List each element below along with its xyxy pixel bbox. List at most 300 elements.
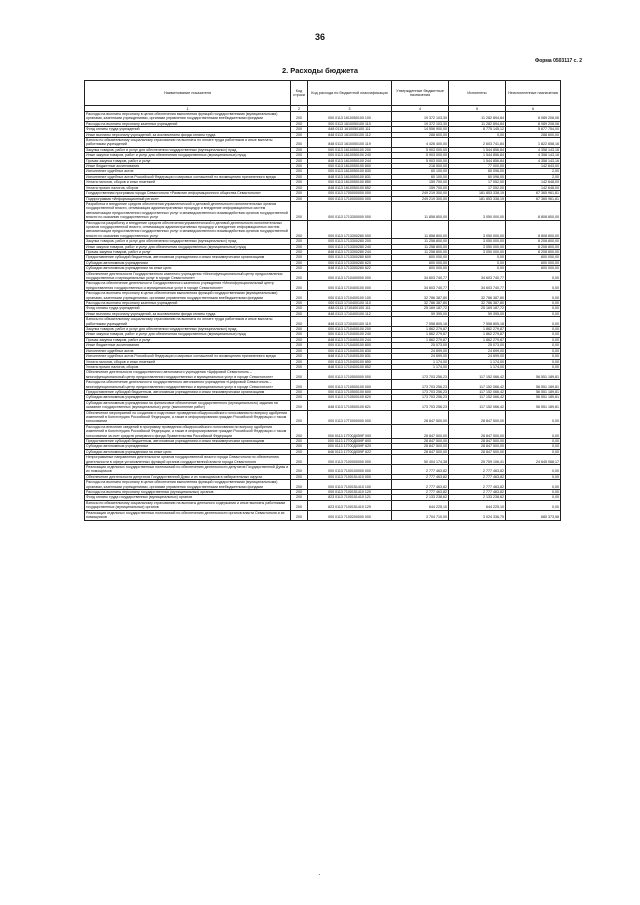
cell-line-code: 200	[291, 444, 308, 449]
cell-indicator-name: Уплата налогов, сборов и иных платежей	[85, 180, 291, 185]
column-number: 2	[291, 106, 308, 112]
cell-expense-code: 000 0113 1713300280 000	[308, 220, 392, 239]
cell-expense-code: 000 0113 1710400100 100	[308, 291, 392, 301]
cell-expense-code: 848 0113 1710400100 244	[308, 337, 392, 342]
cell-unexecuted: 56 551 189,81	[506, 395, 561, 400]
cell-indicator-name: Взносы по обязательному социальному страхованию на выплаты по оплате труда работников и иные выплаты работникам учреждений	[85, 138, 291, 148]
cell-line-code: 200	[291, 121, 308, 126]
cell-indicator-name: Разработка и внедрение средств обеспечения управленческой и деловой деятельности исполнительных органов государственной власти, оптимизация административных процедур и внедрение информационных систем автоматизации предоставления государственных услуг и межведомственного взаимодействия органов государственной власти по оказанию государственных услуг	[85, 201, 291, 220]
cell-unexecuted: 56 551 189,81	[506, 400, 561, 410]
cell-unexecuted: 0,00	[506, 348, 561, 353]
cell-indicator-name: Исполнение судебных актов Российской Федерации и мировых соглашений по возмещению причиненного вреда	[85, 174, 291, 179]
cell-indicator-name: Обеспечение деятельности депутатов Государственной Думы и их помощников в избирательных округах	[85, 474, 291, 479]
cell-unexecuted: 0,00	[506, 480, 561, 490]
cell-indicator-name: Фонд оплаты труда учреждений	[85, 127, 291, 132]
cell-executed: 1 862 279,87	[449, 337, 506, 342]
cell-indicator-name: Непрограммные направления деятельности органов государственной власти города Севастополя по обеспечению деятельности в сфере установленных функций органов государственной власти города Севастополя	[85, 455, 291, 465]
cell-unexecuted: 67 365 961,81	[506, 191, 561, 196]
cell-line-code: 200	[291, 191, 308, 196]
cell-line-code: 200	[291, 370, 308, 380]
cell-unexecuted: 0,00	[506, 317, 561, 327]
cell-line-code: 200	[291, 266, 308, 271]
cell-unexecuted: 600 000,00	[506, 260, 561, 265]
table-row	[85, 410, 561, 424]
cell-expense-code: 848 0113 1713300280 622	[308, 266, 392, 271]
cell-line-code: 200	[291, 311, 308, 316]
cell-unexecuted: 680 373,58	[506, 510, 561, 520]
cell-line-code: 200	[291, 400, 308, 410]
cell-approved: 2 777 463,82	[392, 474, 449, 479]
cell-line-code: 200	[291, 465, 308, 475]
cell-line-code: 200	[291, 164, 308, 169]
cell-approved: 173 703 256,23	[392, 370, 449, 380]
cell-line-code: 200	[291, 169, 308, 174]
cell-approved: 288 600,00	[392, 132, 449, 137]
cell-approved: 2 777 463,82	[392, 465, 449, 475]
cell-expense-code: 000 0113 1713300000 000	[308, 201, 392, 220]
table-row	[85, 455, 561, 465]
cell-unexecuted: 0,00	[506, 500, 561, 510]
table-header-row	[85, 81, 561, 106]
cell-expense-code: 000 0113 1710000000 000	[308, 196, 392, 201]
cell-unexecuted: 1 822 658,16	[506, 138, 561, 148]
cell-line-code: 200	[291, 153, 308, 158]
cell-expense-code: 000 0113 1700000000 000	[308, 191, 392, 196]
cell-approved: 159 700,00	[392, 180, 449, 185]
cell-expense-code: 823 0113 7100151410 121	[308, 495, 392, 500]
cell-approved: 7 558 805,18	[392, 317, 449, 327]
cell-expense-code: 848 0113 1610050100 111	[308, 127, 392, 132]
table-row	[85, 201, 561, 220]
cell-indicator-name: Иные выплаты персоналу учреждений, за исключением фонда оплаты труда	[85, 132, 291, 137]
header-line-code: Код строки	[291, 81, 308, 106]
cell-expense-code: 000 0113 7100151410 100	[308, 480, 392, 490]
cell-unexecuted: 0,00	[506, 495, 561, 500]
cell-indicator-name: Прочая закупка товаров, работ и услуг	[85, 249, 291, 254]
cell-indicator-name: Расходы на выплаты персоналу казенных учреждений	[85, 121, 291, 126]
cell-indicator-name: Прочая закупка товаров, работ и услуг	[85, 337, 291, 342]
cell-unexecuted: 8 089 208,06	[506, 121, 561, 126]
cell-executed: 0,00	[449, 266, 506, 271]
cell-approved: 249 219 300,00	[392, 196, 449, 201]
cell-unexecuted: 0,00	[506, 424, 561, 438]
budget-expenses-table	[84, 80, 561, 521]
cell-line-code: 200	[291, 327, 308, 332]
cell-approved: 25 073,00	[392, 343, 449, 348]
cell-indicator-name: Расходы на обеспечение деятельности государственного автономного учреждения «Цифровой Севастополь – многофункциональный центр предоставления государственных и муниципальных услуг в городе Севастополе»	[85, 380, 291, 390]
cell-line-code: 200	[291, 281, 308, 291]
cell-unexecuted: 56 551 189,81	[506, 389, 561, 394]
cell-line-code: 200	[291, 180, 308, 185]
cell-expense-code: 000 0113 1713300280 240	[308, 244, 392, 249]
cell-line-code: 200	[291, 239, 308, 244]
cell-expense-code: 000 0113 7100200000 000	[308, 510, 392, 520]
cell-unexecuted: 0,00	[506, 327, 561, 332]
cell-executed: 7 558 805,18	[449, 317, 506, 327]
cell-unexecuted: 0,00	[506, 474, 561, 479]
cell-line-code: 200	[291, 510, 308, 520]
cell-expense-code: 000 0113 1710400100 850	[308, 359, 392, 364]
cell-approved: 34 603 740,77	[392, 281, 449, 291]
cell-approved: 173 703 256,23	[392, 400, 449, 410]
cell-expense-code: 848 0113 1610050100 831	[308, 174, 392, 179]
cell-expense-code: 000 0113 1610050100 100	[308, 112, 392, 122]
cell-executed: 1 544 856,84	[449, 147, 506, 152]
cell-indicator-name: Закупка товаров, работ и услуг для обеспечения государственных (муниципальных) нужд	[85, 327, 291, 332]
cell-executed: 60 096,00	[449, 174, 506, 179]
cell-executed: 60 096,00	[449, 169, 506, 174]
cell-executed: 28 847 500,00	[449, 444, 506, 449]
cell-indicator-name: Уплата прочих налогов, сборов	[85, 364, 291, 369]
header-indicator-name: Наименование показателя	[85, 81, 291, 106]
cell-approved: 3 704 710,00	[392, 510, 449, 520]
cell-unexecuted: 0,00	[506, 410, 561, 424]
cell-executed: 0,00	[449, 260, 506, 265]
cell-unexecuted: 8 208 800,00	[506, 239, 561, 244]
cell-executed: 2 133 238,62	[449, 495, 506, 500]
cell-approved: 1 174,00	[392, 359, 449, 364]
cell-expense-code: 823 0113 7100151410 129	[308, 500, 392, 510]
cell-line-code: 200	[291, 132, 308, 137]
cell-expense-code: 000 0113 7100151410 120	[308, 490, 392, 495]
cell-executed: 1 544 856,84	[449, 153, 506, 158]
cell-executed: 2 777 463,82	[449, 480, 506, 490]
cell-indicator-name: Обеспечение деятельности государственного автономного учреждения «Цифровой Севастополь – многофункциональный центр предоставления государственных и муниципальных услуг в городе Севастополе»	[85, 370, 291, 380]
cell-unexecuted: 4 358 143,16	[506, 147, 561, 152]
cell-line-code: 200	[291, 490, 308, 495]
table-row	[85, 465, 561, 475]
cell-indicator-name: Иные выплаты персоналу учреждений, за исключением фонда оплаты труда	[85, 311, 291, 316]
cell-executed: 1 862 279,87	[449, 332, 506, 337]
cell-unexecuted: 0,00	[506, 444, 561, 449]
cell-approved: 24 699,00	[392, 348, 449, 353]
cell-unexecuted: 600 000,00	[506, 266, 561, 271]
table-row	[85, 291, 561, 301]
cell-approved: 600 000,00	[392, 260, 449, 265]
cell-indicator-name: Предоставление субсидий бюджетным, автономным учреждениям и иным некоммерческим организациям	[85, 439, 291, 444]
cell-expense-code: 848 0113 1710400100 111	[308, 306, 392, 311]
cell-line-code: 200	[291, 455, 308, 465]
cell-line-code: 200	[291, 389, 308, 394]
table-body	[85, 112, 561, 521]
table-row	[85, 112, 561, 122]
cell-indicator-name: Обеспечение деятельности Государственного казенного учреждения «Многофункциональный центр предоставления государственных и муниципальных услуг в городе Севастополе»	[85, 271, 291, 281]
cell-expense-code: 848 0113 1610050100 852	[308, 185, 392, 190]
cell-line-code: 200	[291, 359, 308, 364]
cell-unexecuted: 0,00	[506, 271, 561, 281]
cell-indicator-name: Иные закупки товаров, работ и услуг для обеспечения государственных (муниципальных) нужд	[85, 153, 291, 158]
cell-line-code: 200	[291, 127, 308, 132]
cell-approved: 1 862 279,87	[392, 337, 449, 342]
cell-expense-code: 000 0113 7100100000 000	[308, 465, 392, 475]
cell-indicator-name: Расходы на выплаты персоналу в целях обеспечения выполнения функций государственными (муниципальными) органами, казенными учреждениями, органами управления государственными внебюджетными фондами	[85, 480, 291, 490]
cell-executed: 28 847 500,00	[449, 410, 506, 424]
cell-indicator-name: Обеспечение мероприятий по созданию и подготовке проведения общероссийского голосования по вопросу одобрения изменений в Конституцию Российской Федерации, а также в информировании граждан Российской Федерации о таком голосовании	[85, 410, 291, 424]
cell-indicator-name: Реализация отдельных государственных полномочий по обеспечению деятельности органов власти Севастополя и их помощников	[85, 510, 291, 520]
cell-unexecuted: 0,00	[506, 281, 561, 291]
cell-expense-code: 848 0113 17Г00Д059F 622	[308, 449, 392, 454]
cell-executed: 2 777 463,82	[449, 490, 506, 495]
cell-expense-code: 000 0113 1710400100 200	[308, 327, 392, 332]
cell-executed: 25 073,00	[449, 343, 506, 348]
page-number: 36	[314, 32, 325, 42]
cell-line-code: 200	[291, 220, 308, 239]
cell-expense-code: 000 0113 7100000000 000	[308, 455, 392, 465]
table-row	[85, 380, 561, 390]
cell-approved: 32 786 387,80	[392, 301, 449, 306]
cell-executed: 17 052,00	[449, 185, 506, 190]
cell-approved: 11 258 800,00	[392, 244, 449, 249]
cell-executed: 3 050 000,00	[449, 201, 506, 220]
cell-executed: 28 847 500,00	[449, 449, 506, 454]
cell-line-code: 200	[291, 291, 308, 301]
cell-approved: 28 847 500,00	[392, 449, 449, 454]
cell-expense-code: 848 0113 1710400100 831	[308, 354, 392, 359]
cell-indicator-name: Расходы на внесение сведений в программу проведения общероссийского голосования по вопросу одобрения изменений в Конституцию Российской Федерации, а также в информирование граждан Российской Федерации о таком голосовании за счет средств резервного фонда Правительства Российской Федерации	[85, 424, 291, 438]
cell-executed: 181 853 338,19	[449, 196, 506, 201]
cell-expense-code: 000 0113 17Г0000000 000	[308, 410, 392, 424]
cell-executed: 32 786 387,80	[449, 301, 506, 306]
table-row	[85, 400, 561, 410]
cell-line-code: 200	[291, 301, 308, 306]
cell-unexecuted: 0,00	[506, 490, 561, 495]
cell-expense-code: 848 0113 1710500100 621	[308, 400, 392, 410]
cell-indicator-name: Иные бюджетные ассигнования	[85, 343, 291, 348]
table-row	[85, 138, 561, 148]
cell-expense-code: 000 0113 1610050100 240	[308, 153, 392, 158]
cell-unexecuted: 0,00	[506, 306, 561, 311]
cell-approved: 159 700,00	[392, 185, 449, 190]
cell-approved: 28 847 500,00	[392, 439, 449, 444]
cell-approved: 173 703 256,23	[392, 380, 449, 390]
cell-expense-code: 000 0113 1710400100 240	[308, 332, 392, 337]
cell-approved: 1 862 279,87	[392, 327, 449, 332]
cell-indicator-name: Исполнение судебных актов	[85, 348, 291, 353]
column-number: 1	[85, 106, 291, 112]
cell-line-code: 200	[291, 244, 308, 249]
cell-indicator-name: Подпрограмма «Информационный регион»	[85, 196, 291, 201]
cell-unexecuted: 0,00	[506, 364, 561, 369]
cell-line-code: 200	[291, 474, 308, 479]
header-approved: Утвержденные бюджетные назначения	[392, 81, 449, 106]
cell-unexecuted: 8 208 800,00	[506, 244, 561, 249]
cell-unexecuted: 4 358 143,16	[506, 158, 561, 163]
cell-line-code: 200	[291, 354, 308, 359]
cell-line-code: 200	[291, 249, 308, 254]
cell-expense-code: 848 0113 1710400100 852	[308, 364, 392, 369]
cell-expense-code: 000 0113 17Г00Д059F 620	[308, 444, 392, 449]
cell-expense-code: 000 0113 7100151410 000	[308, 474, 392, 479]
cell-executed: 2 777 463,82	[449, 465, 506, 475]
cell-expense-code: 000 0113 1610050100 830	[308, 169, 392, 174]
cell-expense-code: 000 0113 1710400100 000	[308, 281, 392, 291]
table-row	[85, 370, 561, 380]
column-number: 5	[449, 106, 506, 112]
cell-indicator-name: Иные закупки товаров, работ и услуг для обеспечения государственных (муниципальных) нужд	[85, 332, 291, 337]
cell-executed: 0,00	[449, 255, 506, 260]
cell-expense-code: 000 0113 1710400100 110	[308, 301, 392, 306]
cell-approved: 173 703 256,23	[392, 389, 449, 394]
cell-unexecuted: 600 000,00	[506, 255, 561, 260]
cell-executed: 11 282 894,84	[449, 121, 506, 126]
cell-executed: 28 847 500,00	[449, 424, 506, 438]
cell-unexecuted: 4 358 143,16	[506, 153, 561, 158]
cell-approved: 4 426 400,00	[392, 138, 449, 148]
cell-approved: 59 395,00	[392, 311, 449, 316]
cell-indicator-name: Предоставление субсидий бюджетным, автономным учреждениям и иным некоммерческим организациям	[85, 255, 291, 260]
cell-line-code: 200	[291, 395, 308, 400]
cell-approved: 28 847 500,00	[392, 410, 449, 424]
cell-expense-code: 000 0113 1710400100 800	[308, 343, 392, 348]
cell-line-code: 200	[291, 174, 308, 179]
cell-executed: 8 775 145,12	[449, 127, 506, 132]
column-number: 6	[506, 106, 561, 112]
cell-approved: 249 219 300,00	[392, 191, 449, 196]
cell-indicator-name: Субсидии автономным учреждениям на финансовое обеспечение государственного (муниципального) задания на оказание государственных (муниципальных) услуг (выполнение работ)	[85, 400, 291, 410]
cell-approved: 2 133 238,62	[392, 495, 449, 500]
cell-line-code: 200	[291, 306, 308, 311]
cell-expense-code: 000 0113 1713300280 620	[308, 260, 392, 265]
cell-executed: 24 699,00	[449, 348, 506, 353]
cell-line-code: 200	[291, 348, 308, 353]
cell-line-code: 200	[291, 255, 308, 260]
cell-unexecuted: 24 645 068,17	[506, 455, 561, 465]
cell-indicator-name: Субсидии автономным учреждениям	[85, 444, 291, 449]
cell-indicator-name: Расходы на разработку и внедрение средств обеспечения управленческой и деловой деятельности исполнительных органов государственной власти, оптимизация административных процедур и внедрение информационных систем автоматизации предоставления государственных услуг и межведомственного взаимодействия органов государственной власти по оказанию государственных услуг	[85, 220, 291, 239]
cell-line-code: 200	[291, 337, 308, 342]
cell-line-code: 200	[291, 260, 308, 265]
cell-line-code: 200	[291, 380, 308, 390]
cell-expense-code: 000 0113 1710500100 620	[308, 395, 392, 400]
cell-executed: 1 862 279,87	[449, 327, 506, 332]
cell-indicator-name: Взносы по обязательному социальному страхованию на выплаты по оплате труда работников и иные выплаты работникам учреждений	[85, 317, 291, 327]
cell-approved: 2 777 463,82	[392, 480, 449, 490]
cell-approved: 600 000,00	[392, 266, 449, 271]
cell-approved: 5 903 000,00	[392, 158, 449, 163]
cell-executed: 117 152 066,42	[449, 395, 506, 400]
cell-unexecuted: 2,00	[506, 169, 561, 174]
cell-approved: 600 000,00	[392, 255, 449, 260]
cell-indicator-name: Исполнение судебных актов Российской Федерации и мировых соглашений по возмещению причиненного вреда	[85, 354, 291, 359]
cell-indicator-name: Субсидии автономным учреждениям на иные цели	[85, 449, 291, 454]
cell-indicator-name: Иные закупки товаров, работ и услуг для обеспечения государственных (муниципальных) нужд	[85, 244, 291, 249]
cell-expense-code: 000 0113 17Г00Д059F 000	[308, 424, 392, 438]
cell-executed: 644 225,10	[449, 500, 506, 510]
cell-line-code: 200	[291, 480, 308, 490]
cell-indicator-name: Реализация отдельных государственных полномочий по обеспечению деятельности депутатов Государственной Думы и их помощников	[85, 465, 291, 475]
cell-expense-code: 000 0113 1710500100 000	[308, 380, 392, 390]
cell-expense-code: 000 0113 1713300280 200	[308, 239, 392, 244]
cell-executed: 77 000,00	[449, 164, 506, 169]
cell-approved: 28 847 500,00	[392, 424, 449, 438]
cell-executed: 24 699,00	[449, 354, 506, 359]
table-row	[85, 281, 561, 291]
cell-approved: 5 903 000,00	[392, 153, 449, 158]
cell-line-code: 200	[291, 185, 308, 190]
cell-unexecuted: 0,00	[506, 354, 561, 359]
cell-line-code: 200	[291, 201, 308, 220]
cell-unexecuted: 5 677 754,00	[506, 127, 561, 132]
cell-approved: 28 847 500,00	[392, 444, 449, 449]
cell-unexecuted: 288 600,00	[506, 132, 561, 137]
table-row	[85, 220, 561, 239]
cell-line-code: 200	[291, 196, 308, 201]
cell-unexecuted: 8 808 800,00	[506, 220, 561, 239]
cell-indicator-name: Расходы на выплаты персоналу в целях обеспечения выполнения функций государственными (муниципальными) органами, казенными учреждениями, органами управления государственными внебюджетными фондами	[85, 291, 291, 301]
cell-indicator-name: Закупка товаров, работ и услуг для обеспечения государственных (муниципальных) нужд	[85, 239, 291, 244]
cell-executed: 3 050 000,00	[449, 220, 506, 239]
cell-line-code: 200	[291, 158, 308, 163]
table-row	[85, 500, 561, 510]
cell-line-code: 200	[291, 112, 308, 122]
section-title: 2. Расходы бюджета	[281, 66, 359, 75]
cell-indicator-name: Субсидии автономным учреждениям	[85, 395, 291, 400]
cell-unexecuted: 0,00	[506, 449, 561, 454]
cell-indicator-name: Закупка товаров, работ и услуг для обеспечения государственных (муниципальных) нужд	[85, 147, 291, 152]
cell-line-code: 200	[291, 147, 308, 152]
cell-indicator-name: Государственная программа города Севастополя «Развитие информационного общества Севастополя»	[85, 191, 291, 196]
cell-executed: 3 050 000,00	[449, 244, 506, 249]
cell-approved: 14 556 900,00	[392, 127, 449, 132]
cell-approved: 11 858 800,00	[392, 201, 449, 220]
cell-approved: 60 100,00	[392, 169, 449, 174]
cell-line-code: 200	[291, 271, 308, 281]
cell-expense-code: 000 0113 1610050100 800	[308, 164, 392, 169]
cell-executed: 117 152 066,42	[449, 380, 506, 390]
cell-expense-code: 000 0113 1710400100 830	[308, 348, 392, 353]
cell-line-code: 200	[291, 364, 308, 369]
cell-executed: 1 174,00	[449, 364, 506, 369]
cell-indicator-name: Фонд оплаты труда государственных (муниципальных) органов	[85, 495, 291, 500]
cell-expense-code: 000 0113 1710500000 000	[308, 370, 392, 380]
cell-indicator-name: Прочая закупка товаров, работ и услуг	[85, 158, 291, 163]
cell-approved: 2 777 463,82	[392, 490, 449, 495]
cell-indicator-name: Субсидии автономным учреждениям на иные цели	[85, 266, 291, 271]
cell-indicator-name: Уплата прочих налогов, сборов	[85, 185, 291, 190]
cell-executed: 181 853 338,19	[449, 191, 506, 196]
cell-unexecuted: 67 365 961,81	[506, 196, 561, 201]
cell-unexecuted: 0,00	[506, 359, 561, 364]
cell-expense-code: 000 0113 1710500100 600	[308, 389, 392, 394]
cell-approved: 60 100,00	[392, 174, 449, 179]
cell-executed: 11 282 894,84	[449, 112, 506, 122]
cell-indicator-name: Расходы на выплаты персоналу государственных (муниципальных) органов	[85, 490, 291, 495]
footer-mark: ·	[318, 870, 321, 879]
cell-expense-code: 000 0113 1713300280 600	[308, 255, 392, 260]
cell-approved: 34 603 740,77	[392, 271, 449, 281]
cell-line-code: 200	[291, 500, 308, 510]
cell-unexecuted: 56 551 189,81	[506, 370, 561, 380]
cell-executed: 3 024 336,75	[449, 510, 506, 520]
cell-approved: 32 786 387,80	[392, 291, 449, 301]
cell-expense-code: 848 0113 1710400100 112	[308, 311, 392, 316]
column-number: 3	[308, 106, 392, 112]
cell-unexecuted: 0,00	[506, 291, 561, 301]
cell-expense-code: 000 0113 17Г00Д059F 600	[308, 439, 392, 444]
cell-indicator-name: Иные бюджетные ассигнования	[85, 164, 291, 169]
cell-line-code: 200	[291, 424, 308, 438]
cell-line-code: 200	[291, 449, 308, 454]
cell-indicator-name: Уплата налогов, сборов и иных платежей	[85, 359, 291, 364]
cell-executed: 117 152 066,42	[449, 400, 506, 410]
cell-unexecuted: 2,00	[506, 174, 561, 179]
cell-executed: 117 152 066,42	[449, 389, 506, 394]
cell-executed: 28 847 500,00	[449, 439, 506, 444]
cell-approved: 50 404 174,38	[392, 455, 449, 465]
cell-unexecuted: 8 208 800,00	[506, 249, 561, 254]
cell-executed: 117 152 066,42	[449, 370, 506, 380]
cell-line-code: 200	[291, 343, 308, 348]
